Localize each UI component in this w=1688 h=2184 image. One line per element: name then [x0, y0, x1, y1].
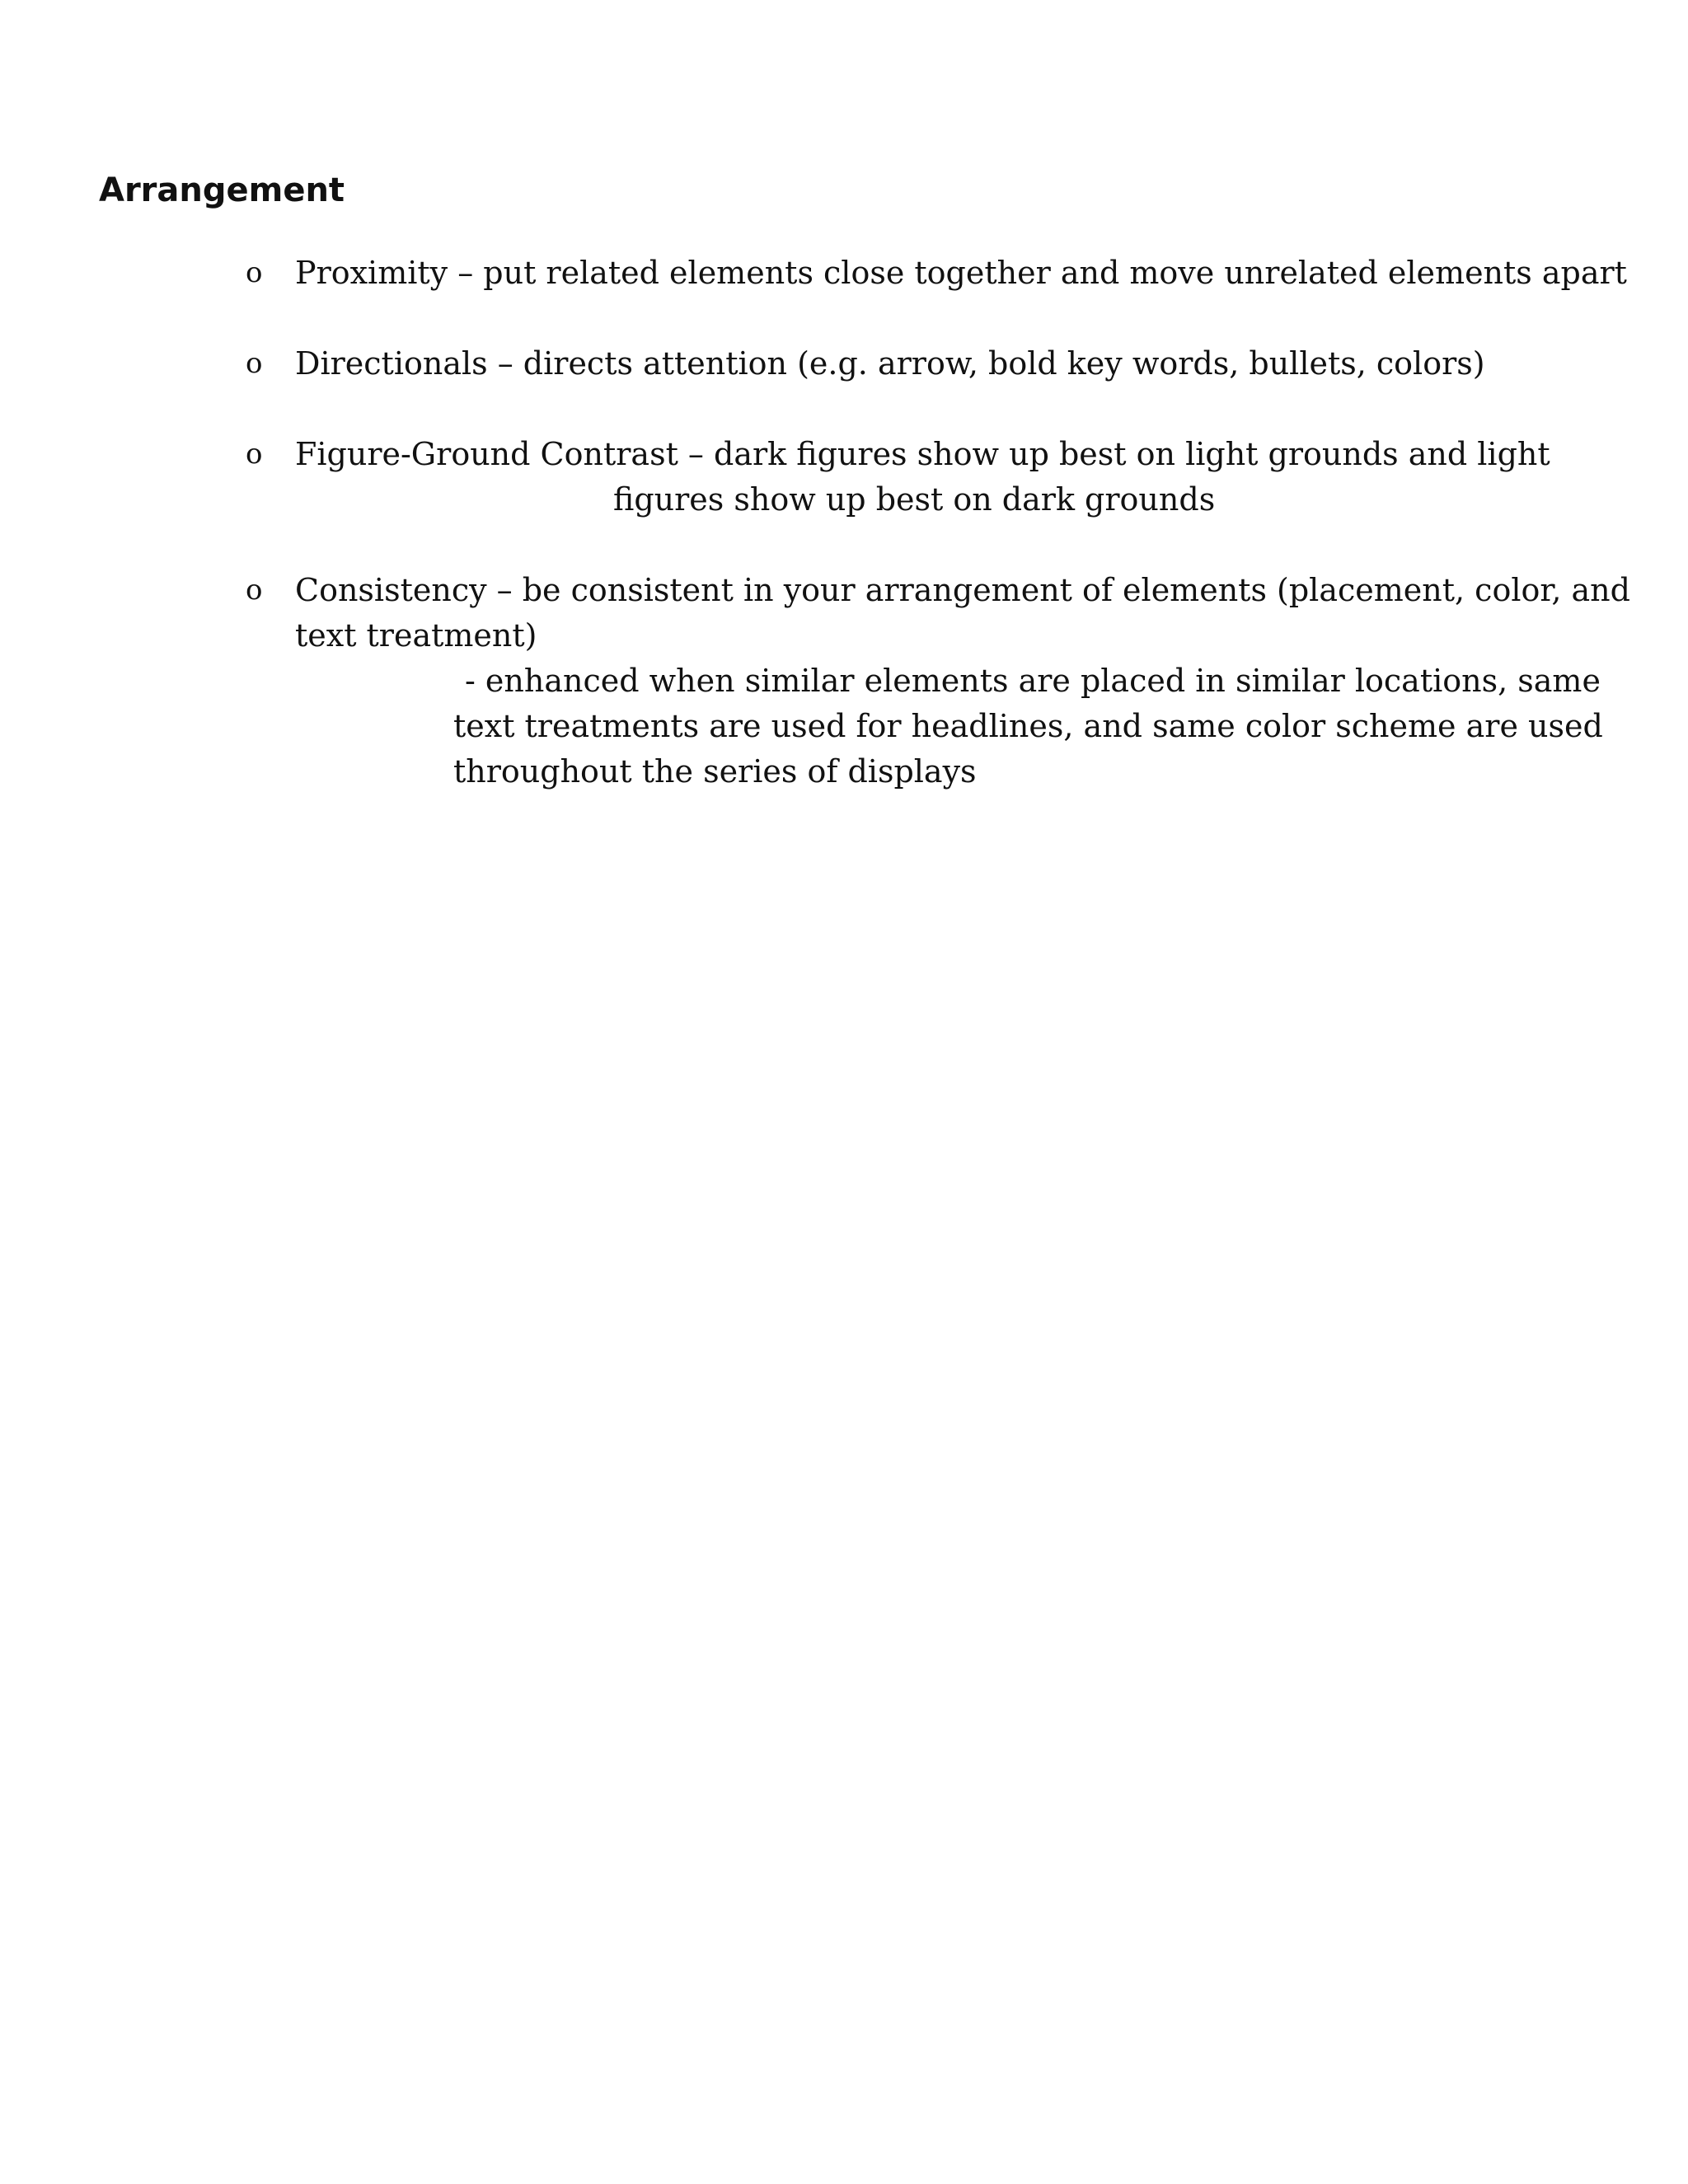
item-consistency-text-line-2: text treatment)	[295, 617, 537, 654]
item-directionals-text: Directionals – directs attention (e.g. arrow, bold key words, bullets, colors)	[295, 345, 1485, 382]
item-consistency-subnote-line-2: text treatments are used for headlines, and same color scheme are used	[453, 708, 1603, 744]
bullet-marker: o	[246, 347, 263, 380]
item-consistency-subnote-line-1: - enhanced when similar elements are placed in similar locations, same	[465, 663, 1601, 699]
bullet-marker: o	[246, 438, 263, 471]
section-heading: Arrangement	[99, 171, 345, 209]
item-figure-ground-text-line-1: Figure-Ground Contrast – dark figures show up best on light grounds and light	[295, 436, 1550, 472]
item-consistency-text-line-1: Consistency – be consistent in your arrangement of elements (placement, color, and	[295, 572, 1630, 608]
item-consistency-subnote-line-3: throughout the series of displays	[453, 753, 977, 790]
item-proximity-text: Proximity – put related elements close together and move unrelated elements apart	[295, 255, 1627, 291]
bullet-marker: o	[246, 256, 263, 289]
item-figure-ground-text-line-2: figures show up best on dark grounds	[613, 481, 1216, 518]
bullet-marker: o	[246, 574, 263, 607]
